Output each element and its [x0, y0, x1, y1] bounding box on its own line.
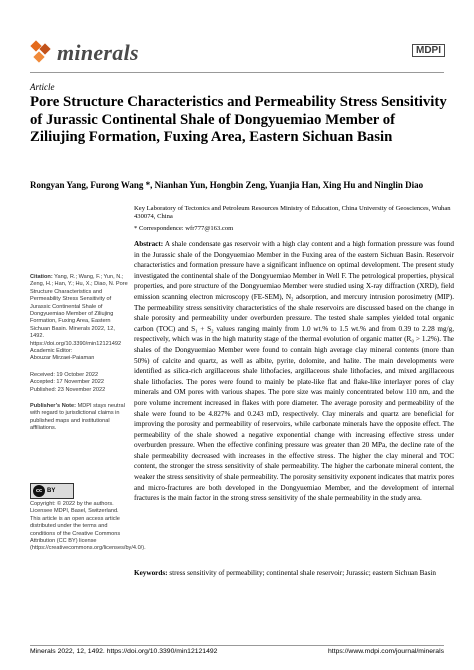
- copyright-text: Copyright: © 2022 by the authors. Licensee MDPI, Basel, Switzerland. This article is an open access article distributed under the terms and conditions of the Creative Commons Attribution (CC BY) license (https://creativecommons.org/licenses/by/4.0/).: [30, 501, 146, 552]
- journal-name: minerals: [57, 40, 139, 65]
- footer-journal-link[interactable]: https://www.mdpi.com/journal/minerals: [328, 648, 444, 655]
- editor-name: Abouzar Mirzaei-Paiaman: [30, 355, 95, 362]
- published-date: Published: 23 November 2022: [30, 386, 106, 393]
- accepted-date: Accepted: 17 November 2022: [30, 379, 105, 386]
- received-date: Received: 19 October 2022: [30, 372, 99, 378]
- abstract: [134, 239, 454, 504]
- citation-text[interactable]: Yang, R.; Wang, F.; Yun, N.; Zeng, H.; Han, Y.; Hu, X.; Diao, N. Pore Structure Characteristics and Permeability Stress Sensitivity of Jurassic Continental Shale of Dongyuemiao Member of Ziliujing Formation, Fuxing Area, Eastern Sichuan Basin. Minerals 2022, 12, 1492. https://doi.org/10.3390/min12121492: [30, 274, 128, 347]
- publisher-name: MDPI: [412, 44, 445, 57]
- citation-label: Citation:: [30, 274, 53, 280]
- copyright-block: [30, 501, 146, 553]
- abstract-text: A shale condensate gas reservoir with a high clay content and a high formation pressure was found in the Jurassic shale of the Dongyuemiao Member in the Fuxing area of the eastern Sichuan Basin. Reservoir characteristics and formation pressure have a significant influence on optimal development. The present study investigated the continental shale of the Dongyuemiao Member in Well F. The petrological properties, physical properties, and pore structure of the Dongyuemiao Member were studied using X-ray diffraction (XRD), field emission scanning electron microscopy (FE-SEM), N₂ adsorption, and mercury intrusion porosimetry (MIP). The permeability stress sensitivity characteristics of the shale reservoirs are discussed based on the change in shale porosity and permeability under overburden pressure. The tested shale samples yielded total organic carbon (TOC) and S₁ + S₂ values ranging mainly from 1.0 wt.% to 1.5 wt.% and from 0.39 to 2.28 mg/g, respectively, which was in the high maturity stage of the thermal evolution of organic matter (R₀ > 1.2%). The shales of the Dongyuemiao Member were found to contain high average clay mineral contents (more than 50%) of calcite and quartz, as well as albite, pyrite, dolomite, and halite. The main developments were identified as silica-rich argillaceous shale lithofacies, argillaceous shale lithofacies, and mixed argillaceous shale lithofacies. The pores were found to mainly be plate-like flat and flake-like interlayer pores of clay minerals and OM pores with various shapes. The pore size was mainly concentrated below 110 nm, and the pore volume increment increased in flakes with pore diameter. The average porosity and permeability of the shale were found to be 4.827% and 0.243 mD, respectively. Clay minerals and quartz are beneficial for improving the porosity and permeability of reservoirs, while carbonate minerals have the opposite effect. The permeability of the shale showed a negative exponential change with increasing effective stress under overburden pressure. When the effective confining pressure was greater than 20 MPa, the decline rate of the shale permeability decreased with increases in the effective stress. The higher the clay mineral and TOC content, the stronger the stress sensitivity of shale permeability. The higher the carbonate mineral content, the weaker the stress sensitivity of shale permeability. The porosity sensitivity exponent indicates that matrix pores and micro-fractures are both developed in the Dongyuemiao Member, and the development of internal fractures is the main factor in the strong stress sensitivity of the shale permeability in the study area.: [134, 240, 454, 503]
- header-divider: [30, 72, 444, 73]
- keywords-text: stress sensitivity of permeability; continental shale reservoir; Jurassic; eastern Sichuan Basin: [169, 569, 437, 577]
- footer-citation[interactable]: Minerals 2022, 12, 1492. https://doi.org/10.3390/min12121492: [30, 648, 218, 655]
- keywords: [134, 568, 454, 579]
- keywords-label: Keywords:: [134, 569, 168, 577]
- cc-badge-label: BY: [47, 488, 56, 494]
- minerals-logo-icon: [32, 42, 52, 64]
- editor-block: [30, 348, 128, 363]
- article-type: Article: [30, 82, 55, 92]
- affiliation: Key Laboratory of Tectonics and Petroleum Resources Ministry of Education, China University of Geosciences, Wuhan 430074, China: [134, 205, 451, 221]
- publisher-note: [30, 403, 128, 433]
- editor-label: Academic Editor:: [30, 348, 73, 354]
- footer-divider: [30, 645, 444, 646]
- publisher-note-label: Publisher’s Note:: [30, 403, 77, 409]
- citation-block: [30, 274, 128, 348]
- dates-block: [30, 372, 128, 394]
- correspondence: * Correspondence: wfr777@163.com: [134, 225, 234, 232]
- author-list: Rongyan Yang, Furong Wang *, Nianhan Yun, Hongbin Zeng, Yuanjia Han, Xing Hu and Ninglin Diao: [30, 180, 424, 190]
- publisher-note-text: MDPI stays neutral with regard to jurisdictional claims in published maps and institutional affiliations.: [30, 403, 125, 432]
- abstract-label: Abstract:: [134, 240, 164, 248]
- journal-logo: [32, 40, 139, 66]
- cc-license-badge[interactable]: [30, 483, 74, 499]
- publisher-logo: [412, 44, 445, 57]
- article-title: Pore Structure Characteristics and Permeability Stress Sensitivity of Jurassic Continental Shale of Dongyuemiao Member of Ziliujing Formation, Fuxing Area, Eastern Sichuan Basin: [30, 94, 447, 145]
- cc-by-icon: cc BY: [30, 483, 74, 499]
